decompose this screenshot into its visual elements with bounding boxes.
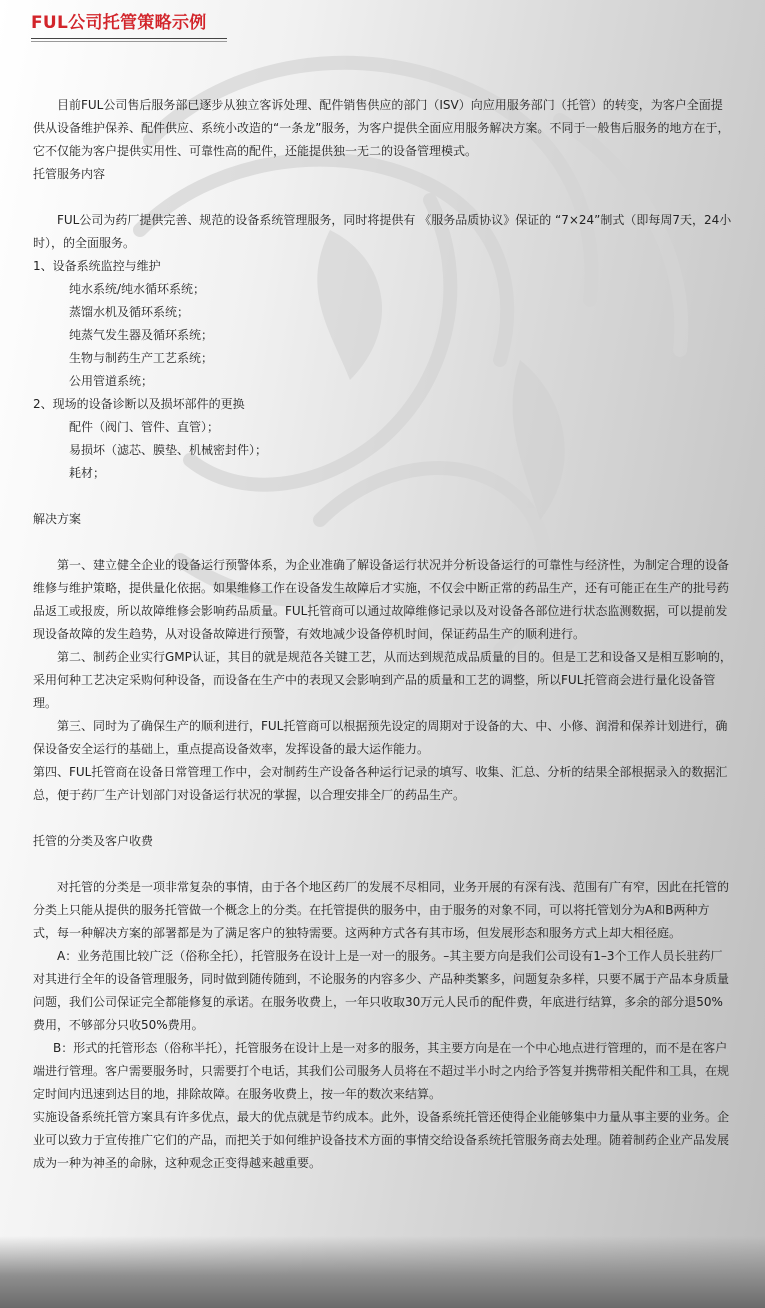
classify-conclusion: 实施设备系统托管方案具有许多优点，最大的优点就是节约成本。此外，设备系统托管还使得企业能够集中力量从事主要的业务。企业可以致力于宣传推广它们的产品，而把关于如何维护设备技术方面的事情交给设备系统托管服务商去处理。随着制药企业产品发展成为一种为神圣的命脉，这种观念正变得越来越重要。 [33,1110,730,1170]
spacer [33,186,733,209]
spacer [33,531,733,554]
solution-paragraph: 第四、FUL托管商在设备日常管理工作中，会对制药生产设备各种运行记录的填写、收集、汇总、分析的结果全部根据录入的数据汇总，便于药厂生产计划部门对设备运行状况的掌握，以合理安排全厂的药品生产。 [33,765,728,802]
service-heading: 托管服务内容 [33,167,106,181]
intro-paragraph: 目前FUL公司售后服务部已逐步从独立客诉处理、配件销售供应的部门（ISV）向应用服务部门（托管）的转变，为客户全面提供从设备维护保养、配件供应、系统小改造的“一条龙”服务，为客户提供全面应用服务解决方案。不同于一般售后服务的地方在于，它不仅能为客户提供实用性、可靠性高的配件，还能提供独一无二的设备管理模式。 [33,98,730,158]
solution-heading: 解决方案 [33,512,82,526]
solution-paragraph: 第二、制药企业实行GMP认证，其目的就是规范各关键工艺，从而达到规范成品质量的目的。但是工艺和设备又是相互影响的，采用何种工艺决定采购何种设备，而设备在生产中的表现又会影响到产品的质量和工艺的调整，所以FUL托管商会进行量化设备管理。 [33,650,732,710]
footer-band [0,1236,765,1308]
classify-paragraph: 对托管的分类是一项非常复杂的事情，由于各个地区药厂的发展不尽相同，业务开展的有深有浅、范围有广有窄，因此在托管的分类上只能从提供的服务托管做一个概念上的分类。在托管提供的服务中，由于服务的对象不同，可以将托管划分为A和B两种方式，每一种解决方案的部署都是为了满足客户的独特需要。这两种方式各有其市场，但发展形态和服务方式上却大相径庭。 [33,880,730,940]
section-2-item: 耗材； [69,466,106,480]
article-body [33,94,733,1175]
section-1-item: 纯水系统/纯水循环系统； [69,282,206,296]
section-1-item: 纯蒸气发生器及循环系统； [69,328,214,342]
solution-paragraph: 第一、建立健全企业的设备运行预警体系，为企业准确了解设备运行状况并分析设备运行的可靠性与经济性，为制定合理的设备维修与维护策略，提供量化依据。如果维修工作在设备发生故障后才实施，不仅会中断正常的药品生产，还有可能正在生产的批号药品返工或报废，所以故障维修会影响药品质量。FUL托管商可以通过故障维修记录以及对设备各部位进行状态监测数据，可以提前发现设备故障的发生趋势，从对设备故障进行预警，有效地减少设备停机时间，保证药品生产的顺利进行。 [33,558,730,641]
section-2-item: 易损坏（滤芯、膜垫、机械密封件）； [69,443,268,457]
classify-paragraph-b: B：形式的托管形态（俗称半托），托管服务在设计上是一对多的服务，其主要方向是在一个中心地点进行管理的，而不是在客户端进行管理。客户需要服务时，只需要打个电话，其我们公司服务人员将在不超过半小时之内给予答复并携带相关配件和工具，在规定时间内迅速到达目的地，排除故障。在服务收费上，按一年的数次来结算。 [33,1041,730,1101]
section-1-item: 公用管道系统； [69,374,154,388]
spacer [33,485,733,508]
section-2-item: 配件（阀门、管件、直管）； [69,420,220,434]
page-title: FUL公司托管策略示例 [31,13,207,33]
classify-paragraph-a: A：业务范围比较广泛（俗称全托），托管服务在设计上是一对一的服务。–其主要方向是我们公司设有1–3个工作人员长驻药厂对其进行全年的设备管理服务，同时做到随传随到，不论服务的内容多少、产品种类繁多，问题复杂多样，只要不属于产品本身质量问题，我们公司保证完全都能修复的承诺。在服务收费上，一年只收取30万元人民币的配件费，年底进行结算，多余的部分退50%费用，不够部分只收50%费用。 [33,949,730,1032]
title-underline [31,38,227,39]
section-2-heading: 2、现场的设备诊断以及损坏部件的更换 [33,397,245,411]
spacer [33,853,733,876]
classify-heading: 托管的分类及客户收费 [33,834,154,848]
spacer [33,807,733,830]
service-intro-paragraph: FUL公司为药厂提供完善、规范的设备系统管理服务，同时将提供有 《服务品质协议》保证的 “7×24”制式（即每周7天，24小时），的全面服务。 [33,213,732,250]
section-1-item: 生物与制药生产工艺系统； [69,351,214,365]
title-underline-secondary [31,41,227,42]
section-1-heading: 1、设备系统监控与维护 [33,259,161,273]
section-1-item: 蒸馏水机及循环系统； [69,305,190,319]
solution-paragraph: 第三、同时为了确保生产的顺利进行，FUL托管商可以根据预先设定的周期对于设备的大、中、小修、润滑和保养计划进行，确保设备安全运行的基础上，重点提高设备效率，发挥设备的最大运作能力。 [33,719,728,756]
